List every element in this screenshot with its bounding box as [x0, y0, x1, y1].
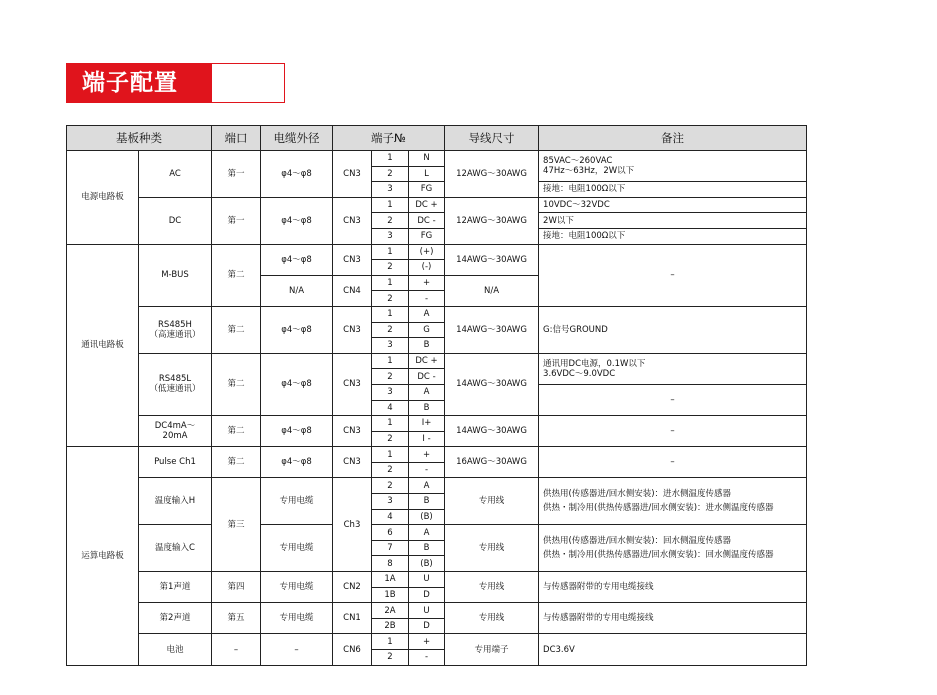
- board-name: RS485L （低速通讯）: [139, 353, 212, 415]
- terminal-no: 4: [372, 400, 409, 416]
- connector: CN3: [333, 244, 372, 275]
- wire-size: 14AWG～30AWG: [445, 306, 539, 353]
- terminal-signal: A: [409, 525, 445, 541]
- wire-size: 专用线: [445, 603, 539, 634]
- cable: φ4～φ8: [261, 353, 333, 415]
- terminal-signal: +: [409, 447, 445, 463]
- terminal-signal: B: [409, 494, 445, 510]
- remark: –: [539, 416, 807, 447]
- remark: 供热用(传感器进/回水侧安装)：回水侧温度传感器 供热・制冷用(供热传感器进/回水侧安装)：回水侧温度传感器: [539, 525, 807, 572]
- terminal-no: 1A: [372, 572, 409, 588]
- terminal-no: 2: [372, 369, 409, 385]
- connector: CN3: [333, 197, 372, 244]
- cable: 专用电缆: [261, 603, 333, 634]
- connector: CN2: [333, 572, 372, 603]
- terminal-no: 2: [372, 322, 409, 338]
- terminal-config-table: [66, 125, 807, 666]
- terminal-no: 3: [372, 384, 409, 400]
- port: 第二: [212, 416, 261, 447]
- remark: DC3.6V: [539, 634, 807, 665]
- terminal-signal: G: [409, 322, 445, 338]
- terminal-no: 3: [372, 338, 409, 354]
- wire-size: 12AWG～30AWG: [445, 197, 539, 244]
- wire-size: 专用线: [445, 572, 539, 603]
- terminal-no: 2: [372, 431, 409, 447]
- cable: 专用电缆: [261, 525, 333, 572]
- board-name: 温度输入C: [139, 525, 212, 572]
- table-row: [67, 244, 807, 260]
- port: 第二: [212, 306, 261, 353]
- terminal-no: 1: [372, 197, 409, 213]
- remark: 10VDC～32VDC: [539, 197, 807, 213]
- board-name: 电池: [139, 634, 212, 665]
- terminal-no: 1: [372, 306, 409, 322]
- terminal-no: 2: [372, 260, 409, 276]
- terminal-signal: DC -: [409, 369, 445, 385]
- wire-size: 14AWG～30AWG: [445, 244, 539, 275]
- port: 第四: [212, 572, 261, 603]
- terminal-no: 2: [372, 462, 409, 478]
- header-remarks: 备注: [539, 126, 807, 151]
- terminal-no: 1: [372, 151, 409, 167]
- table-row: [67, 478, 807, 494]
- terminal-no: 6: [372, 525, 409, 541]
- cable: φ4～φ8: [261, 244, 333, 275]
- terminal-no: 7: [372, 540, 409, 556]
- terminal-signal: B: [409, 540, 445, 556]
- header-board-type: 基板种类: [67, 126, 212, 151]
- connector: CN3: [333, 416, 372, 447]
- terminal-no: 2B: [372, 618, 409, 634]
- group-power: 电源电路板: [67, 151, 139, 245]
- connector: CN6: [333, 634, 372, 665]
- terminal-signal: (B): [409, 509, 445, 525]
- board-name: AC: [139, 151, 212, 198]
- table-row: [67, 525, 807, 541]
- terminal-signal: +: [409, 634, 445, 650]
- wire-size: N/A: [445, 275, 539, 306]
- remark: 85VAC～260VAC 47Hz～63Hz，2W以下: [539, 151, 807, 182]
- remark: 2W以下: [539, 213, 807, 229]
- port: 第二: [212, 244, 261, 306]
- board-name: Pulse Ch1: [139, 447, 212, 478]
- remark: G:信号GROUND: [539, 306, 807, 353]
- connector: CN4: [333, 275, 372, 306]
- table-row: [67, 634, 807, 650]
- remark: 通讯用DC电源，0.1W以下 3.6VDC～9.0VDC: [539, 353, 807, 384]
- terminal-signal: I+: [409, 416, 445, 432]
- terminal-no: 1B: [372, 587, 409, 603]
- wire-size: 专用端子: [445, 634, 539, 665]
- terminal-signal: A: [409, 384, 445, 400]
- header-cable-diameter: 电缆外径: [261, 126, 333, 151]
- board-name: RS485H （高速通讯）: [139, 306, 212, 353]
- terminal-signal: -: [409, 650, 445, 666]
- terminal-signal: D: [409, 587, 445, 603]
- port: –: [212, 634, 261, 665]
- table-row: [67, 353, 807, 369]
- terminal-signal: -: [409, 291, 445, 307]
- terminal-no: 1: [372, 275, 409, 291]
- terminal-signal: +: [409, 275, 445, 291]
- cable: 专用电缆: [261, 572, 333, 603]
- board-name: 第2声道: [139, 603, 212, 634]
- section-title: 端子配置: [67, 64, 212, 102]
- board-name: DC4mA～ 20mA: [139, 416, 212, 447]
- table-header-row: [67, 126, 807, 151]
- cable: –: [261, 634, 333, 665]
- terminal-signal: U: [409, 603, 445, 619]
- terminal-signal: A: [409, 478, 445, 494]
- cable: 专用电缆: [261, 478, 333, 525]
- port: 第一: [212, 197, 261, 244]
- terminal-signal: A: [409, 306, 445, 322]
- terminal-no: 1: [372, 634, 409, 650]
- remark: 与传感器附带的专用电缆接线: [539, 603, 807, 634]
- cable: φ4～φ8: [261, 151, 333, 198]
- cable: N/A: [261, 275, 333, 306]
- port: 第三: [212, 478, 261, 572]
- connector: CN3: [333, 151, 372, 198]
- terminal-no: 4: [372, 509, 409, 525]
- header-wire-size: 导线尺寸: [445, 126, 539, 151]
- board-name: DC: [139, 197, 212, 244]
- table-row: [67, 416, 807, 432]
- connector: CN3: [333, 353, 372, 415]
- terminal-signal: DC +: [409, 353, 445, 369]
- table-row: [67, 603, 807, 619]
- table-row: [67, 151, 807, 167]
- connector: Ch3: [333, 478, 372, 572]
- table-row: [67, 197, 807, 213]
- terminal-signal: (-): [409, 260, 445, 276]
- terminal-signal: (+): [409, 244, 445, 260]
- terminal-no: 2: [372, 213, 409, 229]
- port: 第二: [212, 447, 261, 478]
- wire-size: 14AWG～30AWG: [445, 353, 539, 415]
- terminal-no: 3: [372, 494, 409, 510]
- group-calc: 运算电路板: [67, 447, 139, 665]
- remark: 供热用(传感器进/回水侧安装)：进水侧温度传感器 供热・制冷用(供热传感器进/回水侧安装)：进水侧温度传感器: [539, 478, 807, 525]
- section-title-box: [66, 63, 285, 103]
- terminal-no: 3: [372, 182, 409, 198]
- cable: φ4～φ8: [261, 416, 333, 447]
- terminal-no: 1: [372, 447, 409, 463]
- cable: φ4～φ8: [261, 306, 333, 353]
- board-name: M-BUS: [139, 244, 212, 306]
- terminal-signal: DC -: [409, 213, 445, 229]
- connector: CN3: [333, 447, 372, 478]
- wire-size: 专用线: [445, 525, 539, 572]
- terminal-signal: B: [409, 338, 445, 354]
- terminal-no: 1: [372, 353, 409, 369]
- terminal-no: 1: [372, 416, 409, 432]
- terminal-no: 2: [372, 650, 409, 666]
- terminal-signal: -: [409, 462, 445, 478]
- terminal-no: 2: [372, 291, 409, 307]
- terminal-no: 3: [372, 228, 409, 244]
- terminal-no: 1: [372, 244, 409, 260]
- wire-size: 12AWG～30AWG: [445, 151, 539, 198]
- table-row: [67, 306, 807, 322]
- terminal-signal: U: [409, 572, 445, 588]
- terminal-signal: FG: [409, 182, 445, 198]
- terminal-signal: I -: [409, 431, 445, 447]
- remark: –: [539, 384, 807, 415]
- cable: φ4～φ8: [261, 447, 333, 478]
- header-terminal-no: 端子№: [333, 126, 445, 151]
- remark: –: [539, 244, 807, 306]
- board-name: 第1声道: [139, 572, 212, 603]
- header-port: 端口: [212, 126, 261, 151]
- group-comm: 通讯电路板: [67, 244, 139, 447]
- terminal-signal: (B): [409, 556, 445, 572]
- terminal-no: 2A: [372, 603, 409, 619]
- board-name: 温度输入H: [139, 478, 212, 525]
- connector: CN1: [333, 603, 372, 634]
- port: 第二: [212, 353, 261, 415]
- terminal-no: 8: [372, 556, 409, 572]
- table-row: [67, 572, 807, 588]
- terminal-signal: B: [409, 400, 445, 416]
- table-row: [67, 447, 807, 463]
- port: 第一: [212, 151, 261, 198]
- wire-size: 专用线: [445, 478, 539, 525]
- terminal-signal: D: [409, 618, 445, 634]
- terminal-signal: L: [409, 166, 445, 182]
- terminal-signal: FG: [409, 228, 445, 244]
- remark: 接地：电阻100Ω以下: [539, 228, 807, 244]
- connector: CN3: [333, 306, 372, 353]
- terminal-no: 2: [372, 478, 409, 494]
- wire-size: 16AWG～30AWG: [445, 447, 539, 478]
- terminal-signal: N: [409, 151, 445, 167]
- port: 第五: [212, 603, 261, 634]
- cable: φ4～φ8: [261, 197, 333, 244]
- wire-size: 14AWG～30AWG: [445, 416, 539, 447]
- terminal-no: 2: [372, 166, 409, 182]
- remark: 与传感器附带的专用电缆接线: [539, 572, 807, 603]
- terminal-signal: DC +: [409, 197, 445, 213]
- remark: –: [539, 447, 807, 478]
- remark: 接地：电阻100Ω以下: [539, 182, 807, 198]
